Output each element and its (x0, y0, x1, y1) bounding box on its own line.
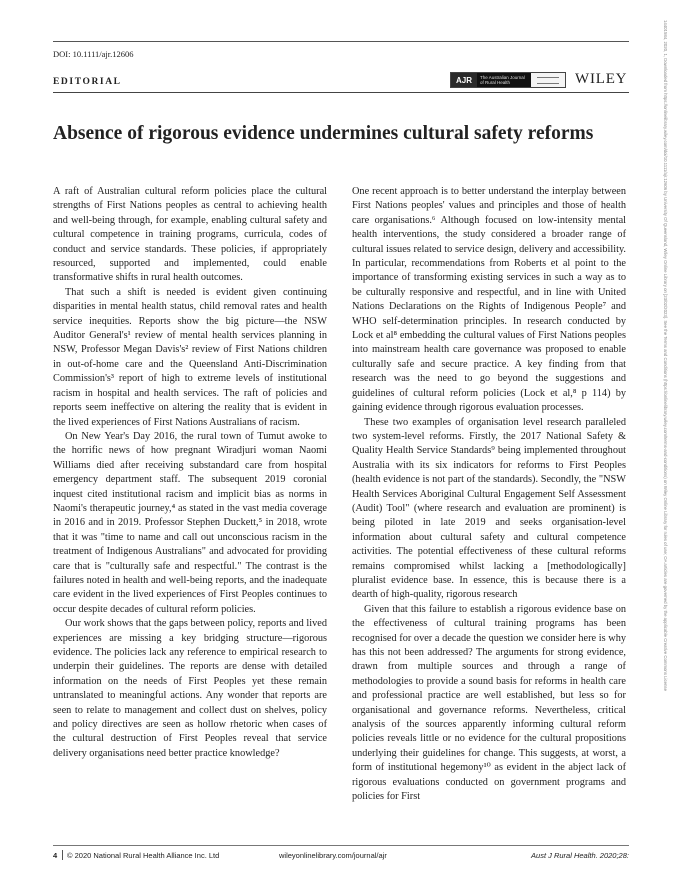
page-number: 4 (53, 851, 58, 860)
paragraph: These two examples of organisation level research paralleled two system-level reforms. Firstly, the 2017 National Safety & Quality Health Service Standards⁹ being implemented throughout Australia with its six indicators for reforms to First Peoples (health evidence is not part of the standards). Secondly, the "NSW Health Services Aboriginal Cultural Engagement Self Assessment (Audit) Tool" (where research and evaluation are prominent) is being piloted in late 2019 and seeks organisation-level information about cultural safety and cultural competence activities. The potential effectiveness of these cultural reforms remains compromised whilst lacking a [methodologically] pluralist evidence base. In essence, this is because there is a dearth of high-quality, rigorous research (352, 416, 626, 601)
download-notice (660, 20, 674, 860)
citation-text: Aust J Rural Health. 2020;28: (531, 851, 629, 860)
journal-abbr: AJR (451, 73, 477, 87)
journal-site-link[interactable]: wileyonlinelibrary.com/journal/ajr (279, 851, 387, 860)
top-rule (53, 41, 629, 42)
paragraph: A raft of Australian cultural reform policies place the cultural strengths of First Nations peoples as central to achieving health and well-being through, for example, enabling cultural safety and cultural competence in training programs, curricula, codes of conduct and service standards. These policies, if appropriately resourced, supported and implemented, could enable transformative shifts in rural health outcomes. (53, 186, 327, 284)
doi-text[interactable]: DOI: 10.1111/ajr.12606 (53, 49, 134, 59)
left-column (53, 185, 327, 761)
journal-name: The Australian Journal of Rural Health (477, 73, 531, 87)
paragraph: That such a shift is needed is evident given continuing disparities in mental health status, child removal rates and health service inequities. Reports show the big picture—the NSW Auditor General's¹ review of mental health services planning in NSW, Professor Megan Davis's² review of First Nations children in out-of-home care and the Queensland Anti-Discrimination Commission's³ report of high to extreme levels of institutional racism in hospital and health services. The raft of policies and reports seem ineffective on altering the reality that is evident in the lived experiences of First Nations Australians of racism. (53, 286, 327, 428)
paragraph: Our work shows that the gaps between policy, reports and lived experiences are missing a key bridging structure—rigorous evidence. The policies lack any reference to empirical research to underpin their guidelines. The reports are dense with detailed information on the needs of First Peoples yet these remain untranslated to meaningful actions. Any wonder that reports are seen to relate to management and collect dust on shelves, policy and policy directives are seen as hollow rhetoric when cases of the cultural destruction of First Peoples reveal that service delivery organisations need better practice knowledge? (53, 618, 327, 759)
article-title: Absence of rigorous evidence undermines cultural safety reforms (53, 123, 594, 144)
paragraph: On New Year's Day 2016, the rural town of Tumut awoke to the horrific news of how pregnant Wiradjuri woman Naomi Williams died after receiving substandard care from hospital emergency department staff. The subsequent 2019 coronial inquest cited institutional racism and implicit bias as norms in Naomi's therapeutic journey,⁴ as stated in the vast media coverage in 2016 and in 2019. Professor Stephen Duckett,⁵ in 2018, wrote that it was "time to name and call out unconscious racism in the treatment of Indigenous Australians" and advocated for providing care that is "culturally safe and respectful." The contrast is the failures noted in health and well-being reports, and the inadequate care evident in the lived experiences of First Peoples continues to occur despite decades of cultural reform policies. (53, 430, 327, 615)
download-notice-text: 14401584, 2020, 1, Downloaded from https://onlinelibrary.wiley.com/doi/10.1111/ajr.12606 by University Of Queensland, Wiley Online Library on [23/02/2023]. See the Terms and Conditions (https://onlinelibrary.wiley.com/terms-and-conditions) on Wiley Online Library for rules of use; OA articles are governed by the applicable Creative Commons License (663, 20, 668, 691)
journal-logo-icon (531, 73, 565, 87)
paragraph: Given that this failure to establish a rigorous evidence base on the effectiveness of cultural training programs has been recognised for over a decade the question we consider here is why has this not been addressed? The arguments for strong evidence, drawn from multiple sources and through a range of methodologies to provide a sound basis for reforms in health care and professional practice are well established, but less so for organisational and governance reforms. Nevertheless, critical analysis of the sources apparently informing cultural reform policies reveals little or no evidence for the cultural propositions underlying their guidelines for change. This suggests, at worst, a form of institutional hegemony¹⁰ as evident in the abject lack of rigorous evaluations conducted on government programs and policies for First (352, 603, 626, 803)
header-rule (53, 92, 629, 93)
right-column (352, 185, 626, 804)
copyright-text: © 2020 National Rural Health Alliance Inc. Ltd (67, 851, 220, 860)
footer-separator (62, 850, 63, 860)
journal-logo[interactable] (450, 72, 566, 88)
paragraph: One recent approach is to better understand the interplay between First Nations peoples' values and principles and those of health care organisations.⁶ Although focused on low-intensity mental health interventions, the study considered a broader range of cultural issues related to service design, delivery and accessibility. In particular, recommendations from Roberts et al point to the importance of transforming existing services in such a way as to be culturally responsive and respectful, and in line with United Nations Declarations on the Rights of Indigenous People⁷ and WHO self-determination principles. In research conducted by Lock et al⁸ embedding the cultural values of First Nations peoples into mainstream health care governance was proposed to enable culturally safe and secure practice. A key finding from that research was the need to go beyond the suggestions and guidelines of cultural reform policies (Lock et al,⁸ p 114) by gaining evidence through rigorous evaluation processes. (352, 186, 626, 414)
section-label: EDITORIAL (53, 77, 122, 87)
footer-rule (53, 845, 629, 846)
publisher-logo[interactable]: WILEY (575, 71, 628, 87)
